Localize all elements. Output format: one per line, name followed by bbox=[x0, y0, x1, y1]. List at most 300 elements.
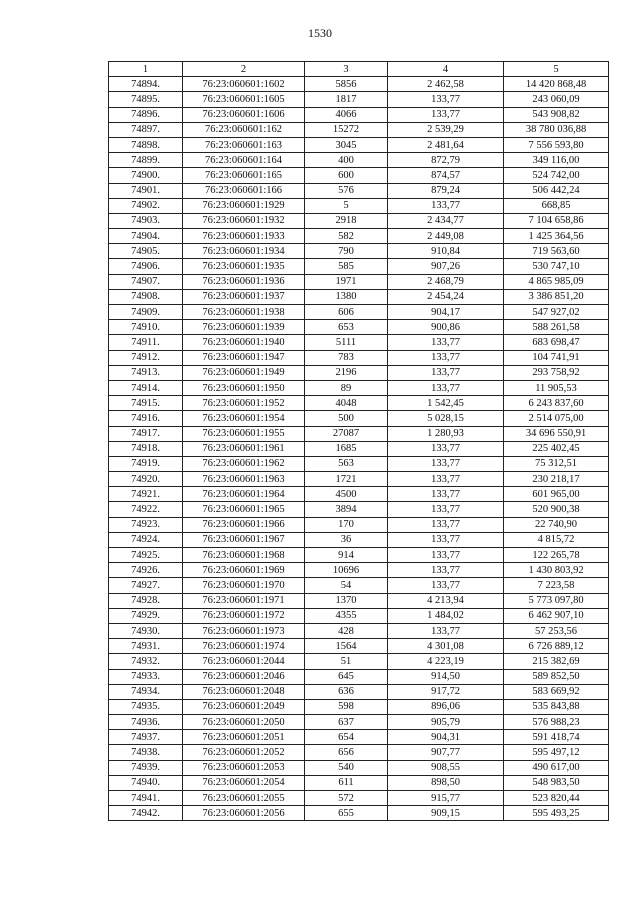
table-cell: 896,06 bbox=[388, 699, 504, 714]
table-cell: 611 bbox=[305, 775, 388, 790]
table-cell: 76:23:060601:1966 bbox=[183, 517, 305, 532]
table-row bbox=[109, 213, 609, 228]
table-cell: 74934. bbox=[109, 684, 183, 699]
table-row bbox=[109, 532, 609, 547]
table-cell: 591 418,74 bbox=[504, 730, 609, 745]
table-cell: 1721 bbox=[305, 472, 388, 487]
table-row bbox=[109, 305, 609, 320]
table-cell: 74935. bbox=[109, 699, 183, 714]
table-row bbox=[109, 791, 609, 806]
table-cell: 74900. bbox=[109, 168, 183, 183]
table-cell: 74942. bbox=[109, 806, 183, 821]
table-cell: 74933. bbox=[109, 669, 183, 684]
table-cell: 74914. bbox=[109, 380, 183, 395]
table-cell: 89 bbox=[305, 380, 388, 395]
table-cell: 74941. bbox=[109, 791, 183, 806]
table-cell: 76:23:060601:1967 bbox=[183, 532, 305, 547]
table-cell: 1 430 803,92 bbox=[504, 563, 609, 578]
table-cell: 520 900,38 bbox=[504, 502, 609, 517]
table-cell: 2 481,64 bbox=[388, 137, 504, 152]
table-cell: 133,77 bbox=[388, 623, 504, 638]
table-cell: 74922. bbox=[109, 502, 183, 517]
table-cell: 170 bbox=[305, 517, 388, 532]
table-cell: 74907. bbox=[109, 274, 183, 289]
table-row bbox=[109, 639, 609, 654]
table-cell: 524 742,00 bbox=[504, 168, 609, 183]
table-cell: 900,86 bbox=[388, 320, 504, 335]
table-cell: 656 bbox=[305, 745, 388, 760]
table-cell: 76:23:060601:1606 bbox=[183, 107, 305, 122]
table-cell: 293 758,92 bbox=[504, 365, 609, 380]
table-cell: 879,24 bbox=[388, 183, 504, 198]
table-cell: 36 bbox=[305, 532, 388, 547]
table-row bbox=[109, 122, 609, 137]
table-cell: 5 bbox=[305, 198, 388, 213]
table-row bbox=[109, 320, 609, 335]
table-row bbox=[109, 623, 609, 638]
table-cell: 76:23:060601:1952 bbox=[183, 396, 305, 411]
table-cell: 133,77 bbox=[388, 92, 504, 107]
table-cell: 898,50 bbox=[388, 775, 504, 790]
table-cell: 530 747,10 bbox=[504, 259, 609, 274]
table-cell: 76:23:060601:1962 bbox=[183, 456, 305, 471]
table-cell: 74930. bbox=[109, 623, 183, 638]
table-cell: 76:23:060601:1934 bbox=[183, 244, 305, 259]
table-cell: 6 243 837,60 bbox=[504, 396, 609, 411]
table-row bbox=[109, 396, 609, 411]
table-cell: 583 669,92 bbox=[504, 684, 609, 699]
table-cell: 595 493,25 bbox=[504, 806, 609, 821]
table-cell: 655 bbox=[305, 806, 388, 821]
table-cell: 76:23:060601:1954 bbox=[183, 411, 305, 426]
table-cell: 76:23:060601:1950 bbox=[183, 380, 305, 395]
table-cell: 14 420 868,48 bbox=[504, 77, 609, 92]
table-cell: 74902. bbox=[109, 198, 183, 213]
table-cell: 601 965,00 bbox=[504, 487, 609, 502]
table-row bbox=[109, 350, 609, 365]
table-cell: 872,79 bbox=[388, 153, 504, 168]
table-cell: 133,77 bbox=[388, 517, 504, 532]
table-row bbox=[109, 183, 609, 198]
table-cell: 4066 bbox=[305, 107, 388, 122]
table-cell: 907,26 bbox=[388, 259, 504, 274]
table-cell: 3 386 851,20 bbox=[504, 289, 609, 304]
table-cell: 133,77 bbox=[388, 107, 504, 122]
table-row bbox=[109, 107, 609, 122]
table-cell: 133,77 bbox=[388, 532, 504, 547]
table-cell: 5 773 097,80 bbox=[504, 593, 609, 608]
table-cell: 76:23:060601:2051 bbox=[183, 730, 305, 745]
table-cell: 1 425 364,56 bbox=[504, 229, 609, 244]
table-cell: 572 bbox=[305, 791, 388, 806]
table-cell: 74896. bbox=[109, 107, 183, 122]
table-cell: 76:23:060601:1968 bbox=[183, 548, 305, 563]
table-cell: 4 223,19 bbox=[388, 654, 504, 669]
table-row bbox=[109, 168, 609, 183]
table-cell: 74929. bbox=[109, 608, 183, 623]
column-header: 1 bbox=[109, 62, 183, 77]
table-row bbox=[109, 715, 609, 730]
table-cell: 133,77 bbox=[388, 365, 504, 380]
table-cell: 76:23:060601:1961 bbox=[183, 441, 305, 456]
table-cell: 576 988,23 bbox=[504, 715, 609, 730]
table-cell: 76:23:060601:166 bbox=[183, 183, 305, 198]
table-cell: 76:23:060601:1965 bbox=[183, 502, 305, 517]
table-cell: 76:23:060601:1972 bbox=[183, 608, 305, 623]
table-cell: 76:23:060601:2048 bbox=[183, 684, 305, 699]
table-cell: 133,77 bbox=[388, 335, 504, 350]
table-cell: 2 449,08 bbox=[388, 229, 504, 244]
table-cell: 4 815,72 bbox=[504, 532, 609, 547]
table-cell: 2 434,77 bbox=[388, 213, 504, 228]
table-cell: 133,77 bbox=[388, 380, 504, 395]
table-cell: 76:23:060601:1974 bbox=[183, 639, 305, 654]
table-cell: 1370 bbox=[305, 593, 388, 608]
table-row bbox=[109, 198, 609, 213]
table-cell: 2918 bbox=[305, 213, 388, 228]
table-cell: 576 bbox=[305, 183, 388, 198]
table-cell: 74903. bbox=[109, 213, 183, 228]
table-row bbox=[109, 684, 609, 699]
table-cell: 74923. bbox=[109, 517, 183, 532]
table-cell: 74936. bbox=[109, 715, 183, 730]
table-cell: 7 223,58 bbox=[504, 578, 609, 593]
table-cell: 76:23:060601:1940 bbox=[183, 335, 305, 350]
table-cell: 4 301,08 bbox=[388, 639, 504, 654]
table-cell: 7 556 593,80 bbox=[504, 137, 609, 152]
table-cell: 523 820,44 bbox=[504, 791, 609, 806]
table-cell: 74931. bbox=[109, 639, 183, 654]
table-cell: 506 442,24 bbox=[504, 183, 609, 198]
table-cell: 133,77 bbox=[388, 548, 504, 563]
table-row bbox=[109, 730, 609, 745]
table-cell: 637 bbox=[305, 715, 388, 730]
table-cell: 4500 bbox=[305, 487, 388, 502]
table-cell: 74928. bbox=[109, 593, 183, 608]
table-row bbox=[109, 806, 609, 821]
table-cell: 54 bbox=[305, 578, 388, 593]
table-cell: 38 780 036,88 bbox=[504, 122, 609, 137]
table-cell: 74899. bbox=[109, 153, 183, 168]
table-cell: 74917. bbox=[109, 426, 183, 441]
table-cell: 1 484,02 bbox=[388, 608, 504, 623]
table-cell: 582 bbox=[305, 229, 388, 244]
table-cell: 683 698,47 bbox=[504, 335, 609, 350]
table-row bbox=[109, 775, 609, 790]
table-cell: 1817 bbox=[305, 92, 388, 107]
table-cell: 76:23:060601:2055 bbox=[183, 791, 305, 806]
table-cell: 914,50 bbox=[388, 669, 504, 684]
table-header-row bbox=[109, 62, 609, 77]
table-cell: 904,31 bbox=[388, 730, 504, 745]
table-body bbox=[109, 77, 609, 821]
table-cell: 11 905,53 bbox=[504, 380, 609, 395]
column-header: 4 bbox=[388, 62, 504, 77]
table-cell: 74906. bbox=[109, 259, 183, 274]
table-cell: 133,77 bbox=[388, 198, 504, 213]
table-cell: 1380 bbox=[305, 289, 388, 304]
table-cell: 74905. bbox=[109, 244, 183, 259]
table-cell: 74898. bbox=[109, 137, 183, 152]
table-cell: 2 539,29 bbox=[388, 122, 504, 137]
table-cell: 74908. bbox=[109, 289, 183, 304]
table-row bbox=[109, 411, 609, 426]
table-row bbox=[109, 699, 609, 714]
table-cell: 76:23:060601:1936 bbox=[183, 274, 305, 289]
table-cell: 76:23:060601:1970 bbox=[183, 578, 305, 593]
table-cell: 2 514 075,00 bbox=[504, 411, 609, 426]
table-cell: 76:23:060601:1973 bbox=[183, 623, 305, 638]
table-cell: 914 bbox=[305, 548, 388, 563]
table-cell: 230 218,17 bbox=[504, 472, 609, 487]
table-cell: 2196 bbox=[305, 365, 388, 380]
table-cell: 563 bbox=[305, 456, 388, 471]
table-row bbox=[109, 365, 609, 380]
table-cell: 74916. bbox=[109, 411, 183, 426]
table-cell: 133,77 bbox=[388, 472, 504, 487]
table-cell: 57 253,56 bbox=[504, 623, 609, 638]
table-cell: 907,77 bbox=[388, 745, 504, 760]
table-cell: 76:23:060601:1929 bbox=[183, 198, 305, 213]
table-cell: 2 462,58 bbox=[388, 77, 504, 92]
table-cell: 4 213,94 bbox=[388, 593, 504, 608]
table-cell: 74940. bbox=[109, 775, 183, 790]
table-cell: 76:23:060601:1947 bbox=[183, 350, 305, 365]
table-row bbox=[109, 441, 609, 456]
table-cell: 76:23:060601:1938 bbox=[183, 305, 305, 320]
cadastral-value-table bbox=[108, 61, 609, 821]
table-row bbox=[109, 654, 609, 669]
table-cell: 874,57 bbox=[388, 168, 504, 183]
table-cell: 76:23:060601:163 bbox=[183, 137, 305, 152]
table-cell: 905,79 bbox=[388, 715, 504, 730]
table-cell: 904,17 bbox=[388, 305, 504, 320]
table-cell: 122 265,78 bbox=[504, 548, 609, 563]
table-cell: 909,15 bbox=[388, 806, 504, 821]
table-cell: 76:23:060601:2054 bbox=[183, 775, 305, 790]
table-cell: 719 563,60 bbox=[504, 244, 609, 259]
table-cell: 133,77 bbox=[388, 456, 504, 471]
table-cell: 5 028,15 bbox=[388, 411, 504, 426]
table-cell: 2 454,24 bbox=[388, 289, 504, 304]
table-cell: 215 382,69 bbox=[504, 654, 609, 669]
table-row bbox=[109, 335, 609, 350]
table-cell: 76:23:060601:2052 bbox=[183, 745, 305, 760]
table-cell: 548 983,50 bbox=[504, 775, 609, 790]
table-cell: 3894 bbox=[305, 502, 388, 517]
table-cell: 910,84 bbox=[388, 244, 504, 259]
table-cell: 133,77 bbox=[388, 350, 504, 365]
table-cell: 133,77 bbox=[388, 502, 504, 517]
table-cell: 645 bbox=[305, 669, 388, 684]
table-cell: 74913. bbox=[109, 365, 183, 380]
table-cell: 76:23:060601:1963 bbox=[183, 472, 305, 487]
table-row bbox=[109, 760, 609, 775]
table-cell: 74921. bbox=[109, 487, 183, 502]
table-cell: 606 bbox=[305, 305, 388, 320]
table-cell: 543 908,82 bbox=[504, 107, 609, 122]
table-row bbox=[109, 289, 609, 304]
table-cell: 500 bbox=[305, 411, 388, 426]
table-cell: 908,55 bbox=[388, 760, 504, 775]
table-cell: 783 bbox=[305, 350, 388, 365]
table-cell: 76:23:060601:2046 bbox=[183, 669, 305, 684]
table-cell: 74937. bbox=[109, 730, 183, 745]
table-cell: 535 843,88 bbox=[504, 699, 609, 714]
table-cell: 22 740,90 bbox=[504, 517, 609, 532]
table-cell: 76:23:060601:1971 bbox=[183, 593, 305, 608]
table-cell: 653 bbox=[305, 320, 388, 335]
table-cell: 2 468,79 bbox=[388, 274, 504, 289]
table-cell: 133,77 bbox=[388, 563, 504, 578]
table-row bbox=[109, 487, 609, 502]
table-cell: 27087 bbox=[305, 426, 388, 441]
table-cell: 76:23:060601:1605 bbox=[183, 92, 305, 107]
table-cell: 133,77 bbox=[388, 487, 504, 502]
table-cell: 76:23:060601:165 bbox=[183, 168, 305, 183]
table-cell: 104 741,91 bbox=[504, 350, 609, 365]
column-header: 2 bbox=[183, 62, 305, 77]
table-cell: 74939. bbox=[109, 760, 183, 775]
table-cell: 349 116,00 bbox=[504, 153, 609, 168]
table-cell: 74909. bbox=[109, 305, 183, 320]
table-cell: 76:23:060601:2049 bbox=[183, 699, 305, 714]
table-cell: 76:23:060601:1937 bbox=[183, 289, 305, 304]
table-cell: 5111 bbox=[305, 335, 388, 350]
table-cell: 636 bbox=[305, 684, 388, 699]
table-cell: 74894. bbox=[109, 77, 183, 92]
table-row bbox=[109, 229, 609, 244]
table-cell: 6 726 889,12 bbox=[504, 639, 609, 654]
table-cell: 133,77 bbox=[388, 578, 504, 593]
table-cell: 76:23:060601:1602 bbox=[183, 77, 305, 92]
table-cell: 74912. bbox=[109, 350, 183, 365]
table-cell: 74895. bbox=[109, 92, 183, 107]
table-cell: 585 bbox=[305, 259, 388, 274]
table-cell: 76:23:060601:1969 bbox=[183, 563, 305, 578]
table-cell: 74919. bbox=[109, 456, 183, 471]
table-row bbox=[109, 259, 609, 274]
table-cell: 428 bbox=[305, 623, 388, 638]
table-row bbox=[109, 548, 609, 563]
table-cell: 7 104 658,86 bbox=[504, 213, 609, 228]
table-cell: 915,77 bbox=[388, 791, 504, 806]
table-cell: 547 927,02 bbox=[504, 305, 609, 320]
table-cell: 668,85 bbox=[504, 198, 609, 213]
table-cell: 74926. bbox=[109, 563, 183, 578]
table-row bbox=[109, 274, 609, 289]
table-cell: 76:23:060601:1964 bbox=[183, 487, 305, 502]
table-cell: 654 bbox=[305, 730, 388, 745]
table-cell: 74897. bbox=[109, 122, 183, 137]
table-cell: 540 bbox=[305, 760, 388, 775]
table-cell: 76:23:060601:1932 bbox=[183, 213, 305, 228]
table-cell: 1971 bbox=[305, 274, 388, 289]
table-cell: 74938. bbox=[109, 745, 183, 760]
table-cell: 76:23:060601:2053 bbox=[183, 760, 305, 775]
table-cell: 600 bbox=[305, 168, 388, 183]
table-cell: 1 542,45 bbox=[388, 396, 504, 411]
table-cell: 51 bbox=[305, 654, 388, 669]
table-cell: 74924. bbox=[109, 532, 183, 547]
table-cell: 243 060,09 bbox=[504, 92, 609, 107]
table-cell: 74904. bbox=[109, 229, 183, 244]
table-row bbox=[109, 669, 609, 684]
table-cell: 4 865 985,09 bbox=[504, 274, 609, 289]
table-cell: 1564 bbox=[305, 639, 388, 654]
table-row bbox=[109, 153, 609, 168]
table-cell: 74901. bbox=[109, 183, 183, 198]
table-cell: 74915. bbox=[109, 396, 183, 411]
table-cell: 1685 bbox=[305, 441, 388, 456]
table-cell: 490 617,00 bbox=[504, 760, 609, 775]
table-cell: 790 bbox=[305, 244, 388, 259]
table-cell: 74910. bbox=[109, 320, 183, 335]
table-cell: 5856 bbox=[305, 77, 388, 92]
column-header: 3 bbox=[305, 62, 388, 77]
table-cell: 6 462 907,10 bbox=[504, 608, 609, 623]
table-cell: 74911. bbox=[109, 335, 183, 350]
table-row bbox=[109, 380, 609, 395]
table-cell: 74918. bbox=[109, 441, 183, 456]
table-row bbox=[109, 517, 609, 532]
table-row bbox=[109, 137, 609, 152]
table-cell: 74927. bbox=[109, 578, 183, 593]
table-row bbox=[109, 608, 609, 623]
table-cell: 75 312,51 bbox=[504, 456, 609, 471]
table-row bbox=[109, 745, 609, 760]
table-row bbox=[109, 456, 609, 471]
table-cell: 76:23:060601:1949 bbox=[183, 365, 305, 380]
table-row bbox=[109, 426, 609, 441]
table-cell: 588 261,58 bbox=[504, 320, 609, 335]
table-cell: 1 280,93 bbox=[388, 426, 504, 441]
table-cell: 15272 bbox=[305, 122, 388, 137]
table-row bbox=[109, 593, 609, 608]
page-number: 1530 bbox=[308, 26, 332, 40]
table-cell: 76:23:060601:162 bbox=[183, 122, 305, 137]
table-cell: 225 402,45 bbox=[504, 441, 609, 456]
table-cell: 595 497,12 bbox=[504, 745, 609, 760]
table-cell: 76:23:060601:1933 bbox=[183, 229, 305, 244]
table-cell: 76:23:060601:164 bbox=[183, 153, 305, 168]
table-cell: 74925. bbox=[109, 548, 183, 563]
table-cell: 3045 bbox=[305, 137, 388, 152]
table-cell: 74920. bbox=[109, 472, 183, 487]
table-cell: 76:23:060601:2044 bbox=[183, 654, 305, 669]
table-cell: 76:23:060601:2050 bbox=[183, 715, 305, 730]
table-cell: 76:23:060601:1935 bbox=[183, 259, 305, 274]
column-header: 5 bbox=[504, 62, 609, 77]
table-cell: 34 696 550,91 bbox=[504, 426, 609, 441]
table-cell: 76:23:060601:2056 bbox=[183, 806, 305, 821]
table-row bbox=[109, 77, 609, 92]
table-cell: 76:23:060601:1955 bbox=[183, 426, 305, 441]
table-cell: 133,77 bbox=[388, 441, 504, 456]
table-row bbox=[109, 472, 609, 487]
table-cell: 917,72 bbox=[388, 684, 504, 699]
table-row bbox=[109, 578, 609, 593]
table-cell: 4355 bbox=[305, 608, 388, 623]
table-cell: 10696 bbox=[305, 563, 388, 578]
table-row bbox=[109, 92, 609, 107]
table-row bbox=[109, 502, 609, 517]
table-cell: 76:23:060601:1939 bbox=[183, 320, 305, 335]
table-cell: 598 bbox=[305, 699, 388, 714]
table-row bbox=[109, 244, 609, 259]
table-cell: 400 bbox=[305, 153, 388, 168]
table-cell: 589 852,50 bbox=[504, 669, 609, 684]
